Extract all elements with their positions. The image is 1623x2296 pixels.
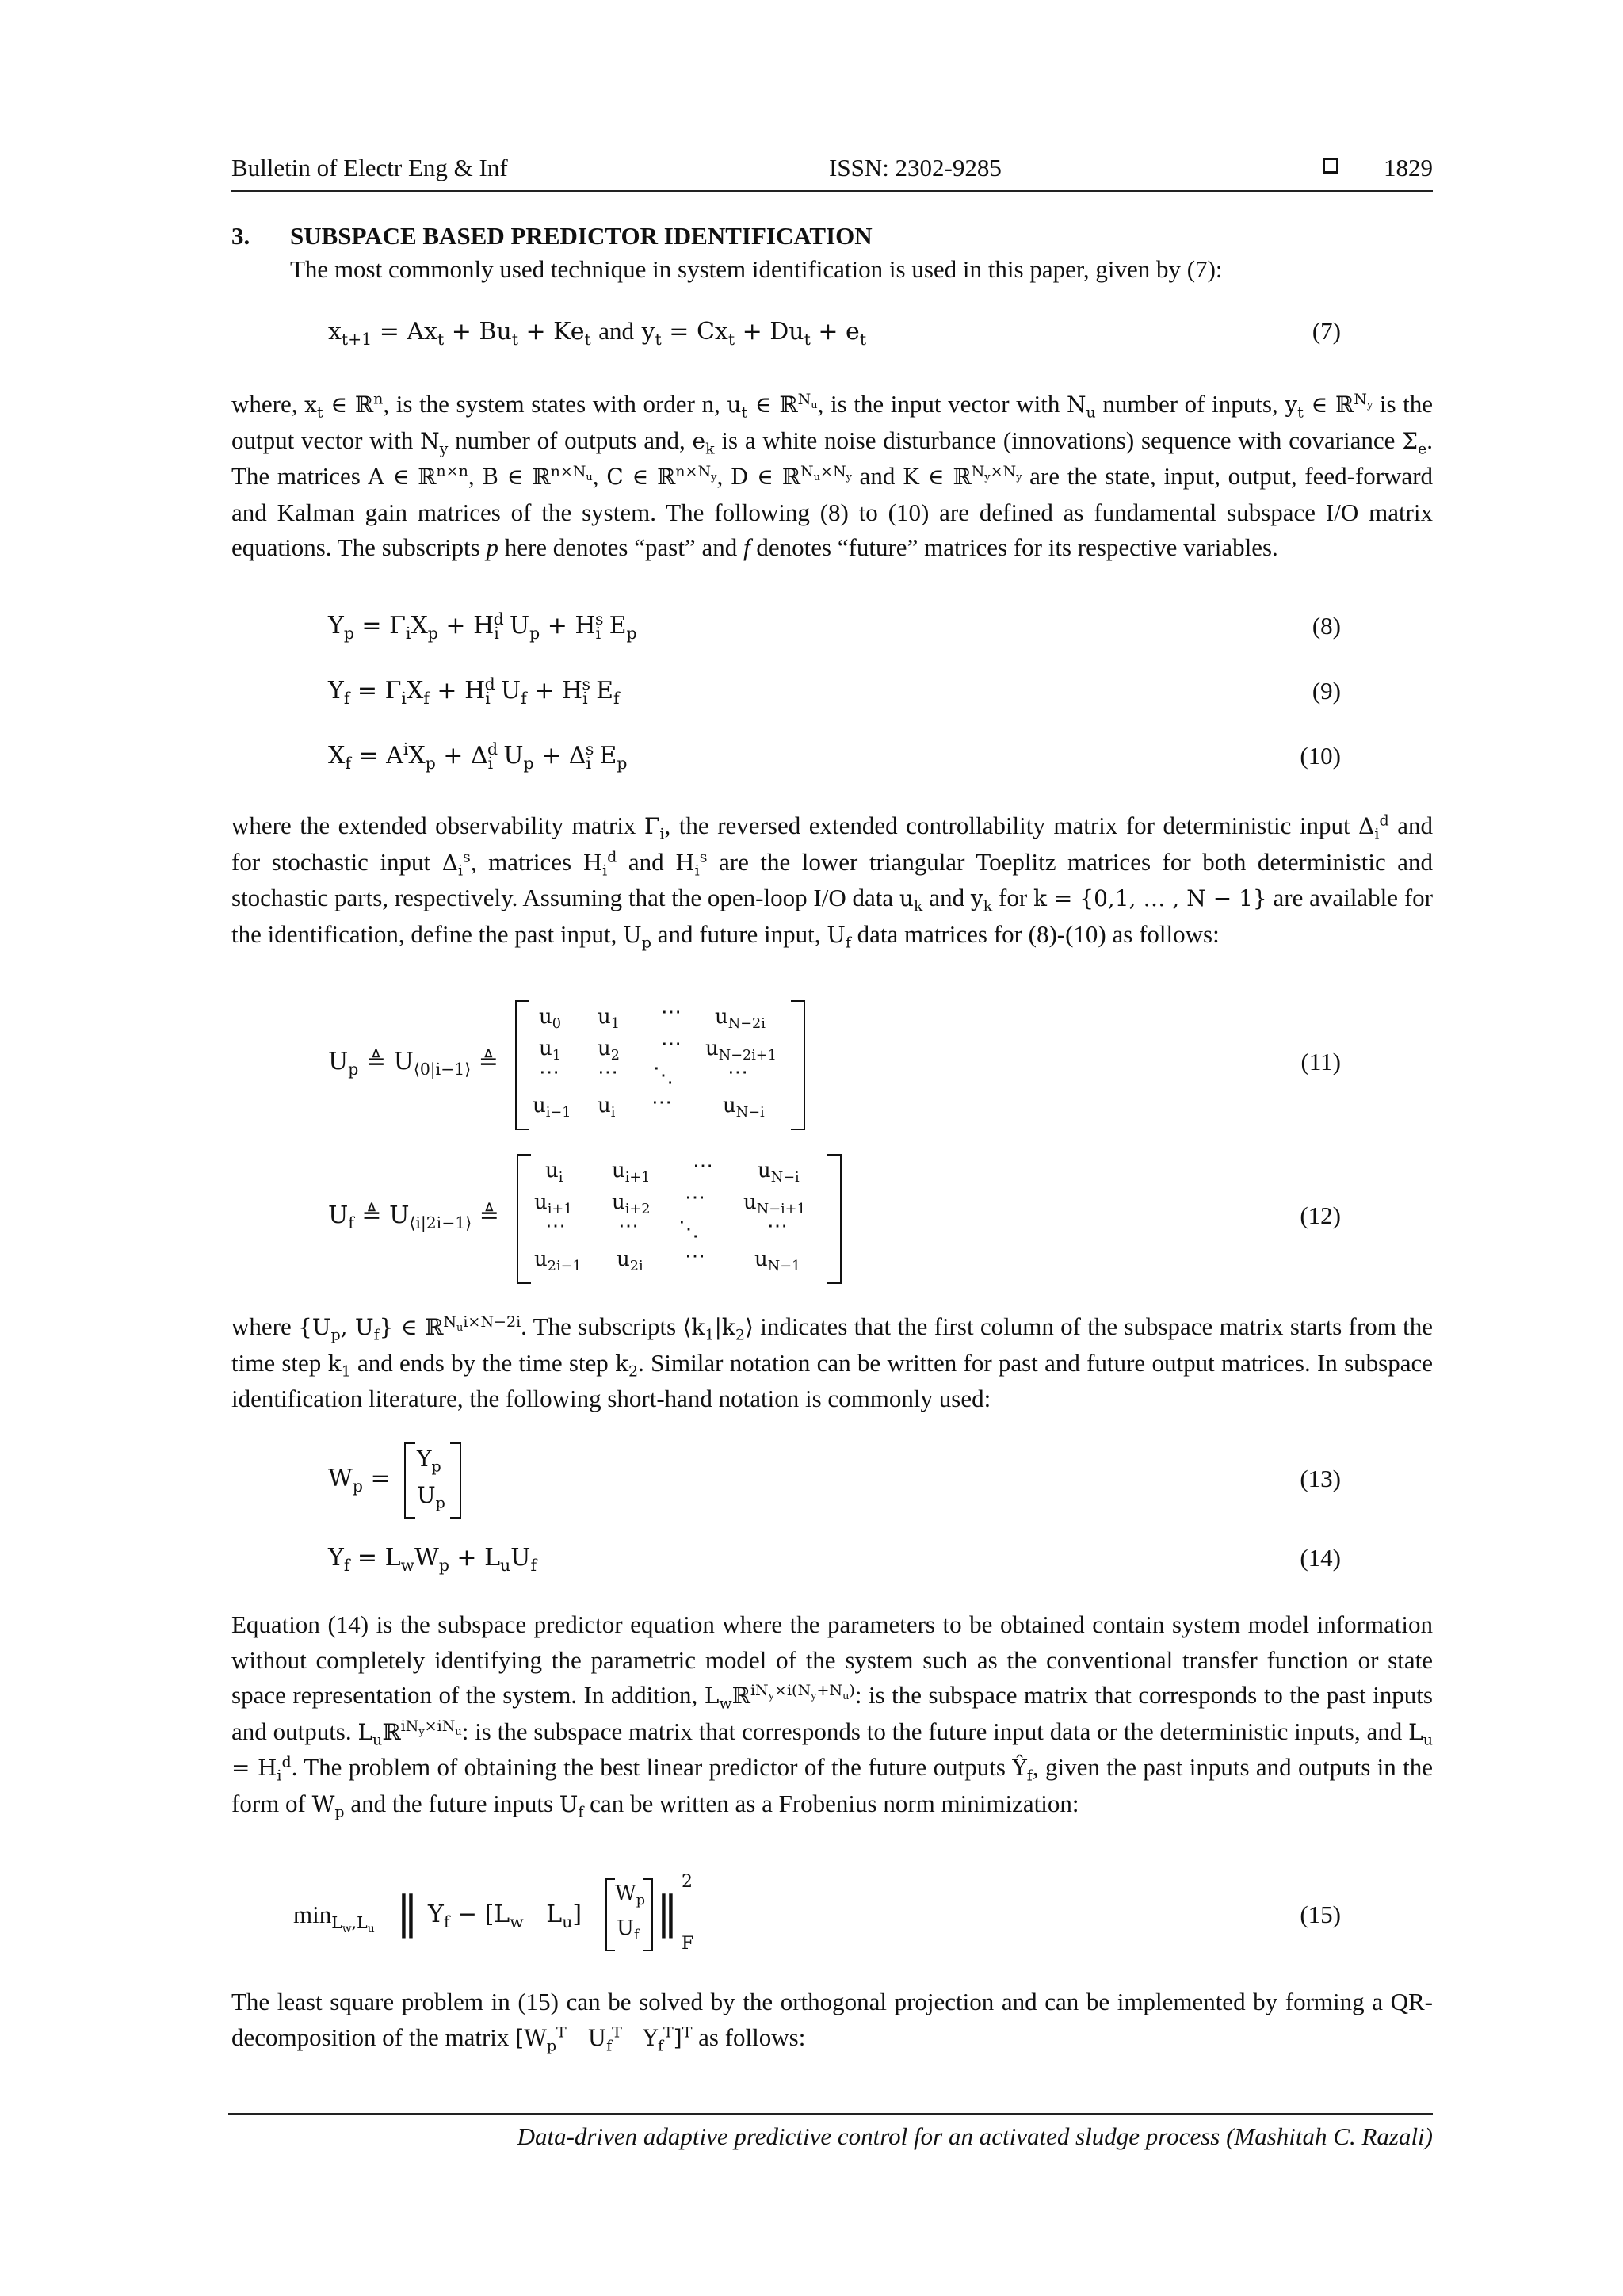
square-icon — [1323, 158, 1338, 174]
paragraph-subscripts: where {$U_p$, $U_f$} ∈ ℝ$^{N_ui\times N-2i}$. The subscripts $⟨k_1|k_2⟩$ indicates that the first column of the subspace matrix starts from the time step $k_1$ and ends by the time step $k_2$. Similar notation can be written for past and future output matrices. In subspace identification literature, the following short-hand notation is commonly used: — [231, 1312, 1433, 1412]
equation-number: (10) — [1300, 742, 1341, 770]
equation-number: (12) — [1300, 1201, 1341, 1229]
equation-number: (8) — [1312, 612, 1341, 640]
equation-13: $W_p$ = $Y_p$ $U_p$ (13) — [231, 1442, 1433, 1522]
section-heading — [231, 222, 873, 250]
matrix-wp: $Y_p$ $U_p$ — [404, 1442, 461, 1519]
footer-rule — [228, 2113, 1433, 2115]
section-title: SUBSPACE BASED PREDICTOR IDENTIFICATION — [290, 222, 873, 250]
equation-number: (15) — [1300, 1901, 1341, 1928]
matrix-up: $u_0$ $u_1$ ⋯ $u_{N-2i}$ $u_1$ $u_2$ ⋯ $u_{N-2i+1}$ ⋯ ⋯ ⋱ ⋯ $u_{i-1}$ $u_i$ ⋯ $u_{N-i}$ — [515, 1000, 805, 1130]
section-number: 3. — [231, 222, 250, 250]
paragraph-least-square: The least square problem in (15) can be solved by the orthogonal projection and can be implemented by forming a QR-decomposition of the matrix [$W_p^T$ $U_f^T$ $Y_f^T]^T$ as follows: — [231, 1988, 1433, 2055]
equation-12: $U_f$ ≜ $U_{⟨i|2i-1⟩}$ ≜ $u_i$ $u_{i+1}$ ⋯ $u_{N-i}$ $u_{i+1}$ $u_{i+2}$ ⋯ $u_{N-i+1}$ ⋯ ⋯ ⋱ ⋯ $u_{2i-1}$ $u_{2i}$ ⋯ $u_{N-1}$ (12) — [231, 1154, 1433, 1289]
journal-name: Bulletin of Electr Eng & Inf — [231, 154, 508, 181]
equation-11: $U_p$ ≜ $U_{⟨0|i-1⟩}$ ≜ $u_0$ $u_1$ ⋯ $u_{N-2i}$ $u_1$ $u_2$ ⋯ $u_{N-2i+1}$ ⋯ ⋯ ⋱ ⋯ $u_{i-1}$ $u_i$ ⋯ $u_{N-i}$ (11) — [231, 1000, 1433, 1135]
equation-15: $\min_{L_w,L_u}$ ‖ $Y_f - [L_w$ $L_u$] $W_p$ $U_f$ ‖ 2 F (15) — [293, 1872, 1341, 1954]
paragraph-predictor: Equation (14) is the subspace predictor equation where the parameters to be obtained contain system model information without completely identifying the parametric model of the system such as the conventional transfer function or state space representation of the system. In addition, $L_wℝ^{iN_y\times i(N_y+N_u)}$: is the subspace matrix that corresponds to the past inputs and outputs. $L_uℝ^{iN_y\times iN_u}$: is the subspace matrix that corresponds to the future input data or the deterministic inputs, and $L_u = H_i^d$. The problem of obtaining the best linear predictor of the future outputs $Ŷ_f$, given the past inputs and outputs in the form of $W_p$ and the future inputs $U_f$ can be written as a Frobenius norm minimization: — [231, 1610, 1434, 1821]
page-number: 1829 — [1384, 154, 1433, 181]
paragraph-intro: The most commonly used technique in system identification is used in this paper, given by (7): — [290, 255, 1223, 283]
paragraph-definitions: where, $x_t$ ∈ ℝ$^n$, is the system states with order n, $u_t$ ∈ ℝ$^{N_u}$, is the input vector with $N_u$ number of inputs, $y_t$ ∈ ℝ$^{N_y}$ is the output vector with $N_y$ number of outputs and, $e_k$ is a white noise disturbance (innovations) sequence with covariance $\Sigma_e$. The matrices A ∈ ℝ$^{n\times n}$, B ∈ ℝ$^{n\times N_u}$, C ∈ ℝ$^{n\times N_y}$, D ∈ ℝ$^{N_u\times N_y}$ and K ∈ ℝ$^{N_y\times N_y}$ are the state, input, output, feed-forward and Kalman gain matrices of the system. The following (8) to (10) are defined as fundamental subspace I/O matrix equations. The subscripts p here denotes “past” and f denotes “future” matrices for its respective variables. — [231, 390, 1434, 561]
equation-number: (11) — [1300, 1048, 1341, 1075]
equation-number: (13) — [1300, 1465, 1341, 1492]
issn: ISSN: 2302-9285 — [829, 154, 1002, 181]
running-footer: Data-driven adaptive predictive control for an activated sludge process (Mashitah C. Razali) — [517, 2122, 1433, 2150]
matrix-wp-uf: $W_p$ $U_f$ — [605, 1878, 653, 1951]
paragraph-matrices: where the extended observability matrix $\Gamma_i$, the reversed extended controllability matrix for deterministic input $\Delta_i^d$ and for stochastic input $\Delta_i^s$, matrices $H_i^d$ and $H_i^s$ are the lower triangular Toeplitz matrices for both deterministic and stochastic parts, respectively. Assuming that the open-loop I/O data $u_k$ and $y_k$ for k = {0,1, … , N − 1} are available for the identification, define the past input, $U_p$ and future input, $U_f$ data matrices for (8)-(10) as follows: — [231, 812, 1433, 952]
equation-number: (14) — [1300, 1544, 1341, 1572]
page: Bulletin of Electr Eng & Inf ISSN: 2302-9285 1829 3. SUBSPACE BASED PREDICTOR IDENTIFICATION The most commonly used technique in system identification is used in this paper, given by (7): $x_{t+1} = Ax_t + Bu_t + Ke_t$ and $y_t = Cx_t + Du_t + e_t$ (7) where, $x_t$ ∈ ℝ$^n$, is the system states with order n, $u_t$ ∈ ℝ$^{N_u}$, is the input vector with $N_u$ number of inputs, $y_t$ ∈ ℝ$^{N_y}$ is the output vector with $N_y$ number of outputs and, $e_k$ is a white noise disturbance (innovations) sequence with covariance $\Sigma_e$. The matrices A ∈ ℝ$^{n\times n}$, B ∈ ℝ$^{n\times N_u}$, C ∈ ℝ$^{n\times N_y}$, D ∈ ℝ$^{N_u\times N_y}$ and K ∈ ℝ$^{N_y\times N_y}$ are the state, input, output, feed-forward and Kalman gain matrices of the system. The following (8) to (10) are defined as fundamental subspace I/O matrix equations. The subscripts p here denotes “past” and f denotes “future” matrices for its respective variables. $Y_p = \Gamma_iX_p + H_i^d$ $U_p + H_i^s$ $E_p$ (8) $Y_f = \Gamma_iX_f + H_i^d$ $U_f + H_i^s$ $E_f$ (9) $X_f = A^iX_p + \Delta_i^d$ $U_p + \Delta_i^s$ $E_p$ (10) where the extended observability matrix $\Gamma_i$, the reversed extended controllability matrix for deterministic input $\Delta_i^d$ and for stochastic input $\Delta_i^s$, matrices $H_i^d$ and $H_i^s$ are the lower triangular Toeplitz matrices for both deterministic and stochastic parts, respectively. Assuming that the open-loop I/O data $u_k$ and $y_k$ for k = {0,1, … , N − 1} are available for the identification, define the past input, $U_p$ and future input, $U_f$ data matrices for (8)-(10) as follows: $U_p$ ≜ $U_{⟨0|i-1⟩}$ ≜ $u_0$ $u_1$ ⋯ $u_{N-2i}$ $u_1$ $u_2$ ⋯ $u_{N-2i+1}$ ⋯ ⋯ ⋱ ⋯ $u_{i-1}$ $u_i$ ⋯ $u_{N-i}$ (11) $U_f$ ≜ $U_{⟨i|2i-1⟩}$ ≜ $u_i$ $u_{i+1}$ ⋯ $u_{N-i}$ $u_{i+1}$ $u_{i+2}$ ⋯ $u_{N-i+1}$ ⋯ ⋯ ⋱ ⋯ $u_{2i-1}$ $u_{2i}$ ⋯ $u_{N-1}$ (12) where {$U_p$, $U_f$} ∈ ℝ$^{N_ui\times N-2i}$. The subscripts $⟨k_1|k_2⟩$ indicates that the first column of the subspace matrix starts from the time step $k_1$ and ends by the time step $k_2$. Similar notation can be written for past and future output matrices. In subspace identification literature, the following short-hand notation is commonly used: $W_p$ = $Y_p$ $U_p$ (13) $Y_f = L_wW_p + L_uU_f$ (14) Equation (14) is the subspace predictor equation where the parameters to be obtained contain system model information without completely identifying the parametric model of the system such as the conventional transfer function or state space representation of the system. In addition, $L_wℝ^{iN_y\times i(N_y+N_u)}$: is the subspace matrix that corresponds to the past inputs and outputs. $L_uℝ^{iN_y\times iN_u}$: is the subspace matrix that corresponds to the future input data or the deterministic inputs, and $L_u = H_i^d$. The problem of obtaining the best linear predictor of the future outputs $Ŷ_f$, given the past inputs and outputs in the form of $W_p$ and the future inputs $U_f$ can be written as a Frobenius norm minimization: $\min_{L_w,L_u}$ ‖ $Y_f - [L_w$ $L_u$] $W_p$ $U_f$ ‖ 2 F (15) The least square problem in (15) can be solved by the orthogonal projection and can be implemented by forming a QR-decomposition of the matrix [$W_p^T$ $U_f^T$ $Y_f^T]^T$ as follows: Data-driven adaptive predictive control for an activated sludge process (Mashitah C. Razali) — [0, 0, 1623, 2296]
equation-number: (9) — [1312, 677, 1341, 705]
matrix-uf: $u_i$ $u_{i+1}$ ⋯ $u_{N-i}$ $u_{i+1}$ $u_{i+2}$ ⋯ $u_{N-i+1}$ ⋯ ⋯ ⋱ ⋯ $u_{2i-1}$ $u_{2i}$ ⋯ $u_{N-1}$ — [517, 1154, 842, 1284]
running-header — [231, 151, 1433, 192]
equation-number: (7) — [1312, 317, 1341, 345]
